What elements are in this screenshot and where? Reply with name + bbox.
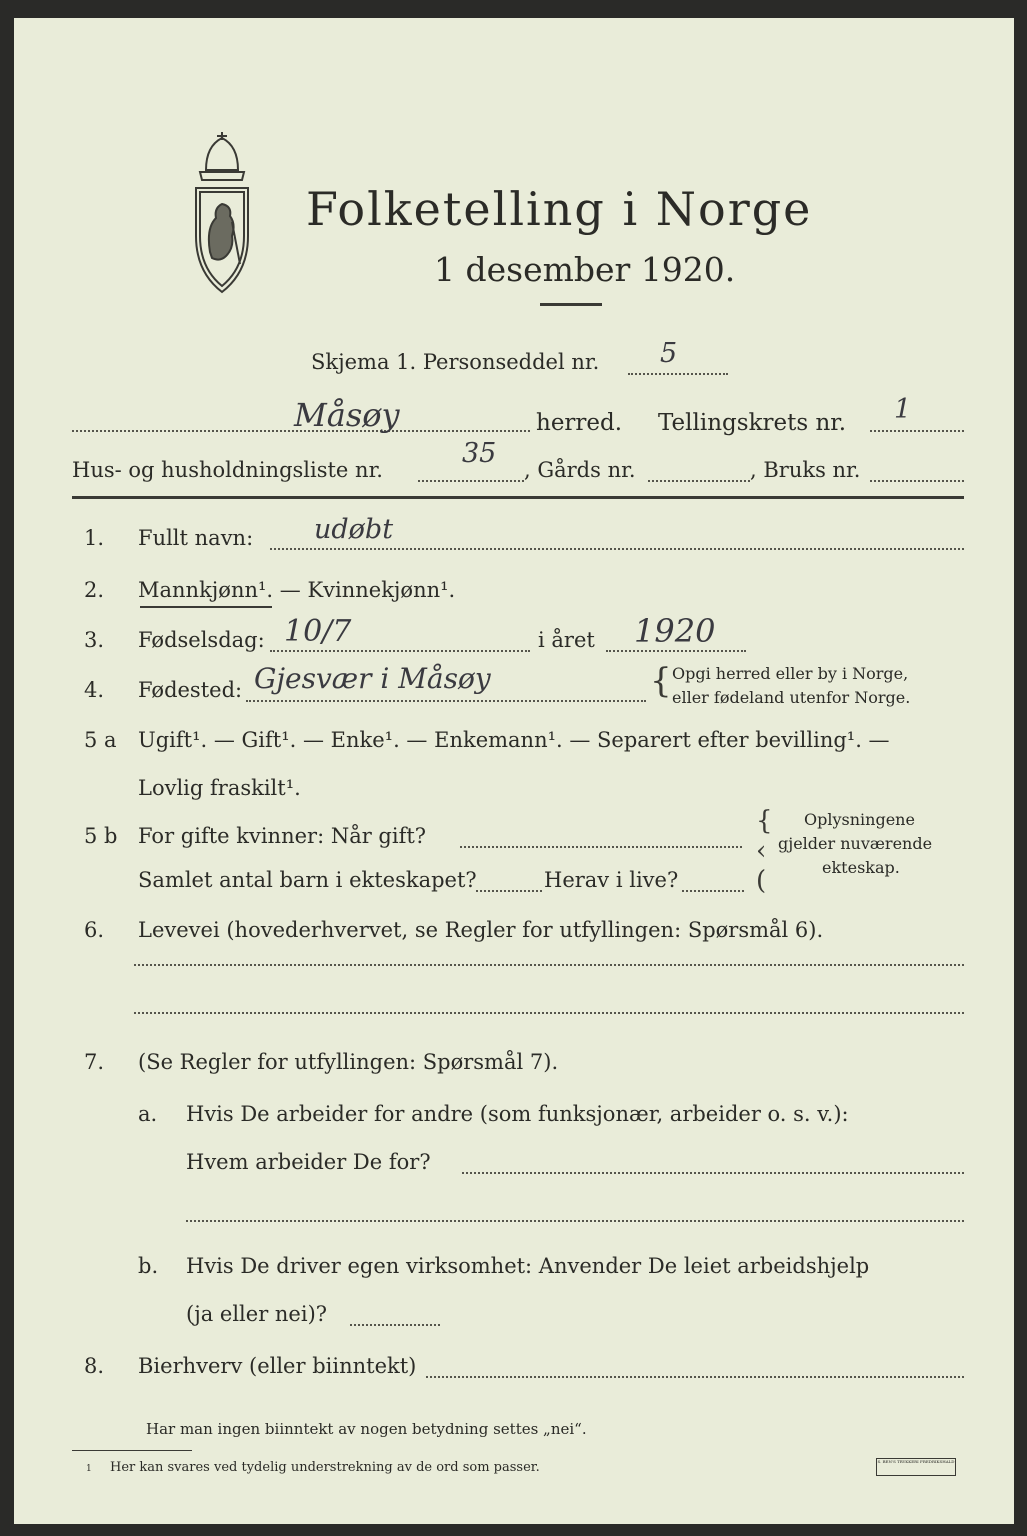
occupation-label: Levevei (hovederhvervet, se Regler for utfyllingen: Spørsmål 6). [138,918,824,942]
tellingskrets-number[interactable]: 1 [894,394,912,425]
birthplace-note-line1: Opgi herred eller by i Norge, [672,664,909,683]
husholdningsliste-field-line [418,480,524,482]
employer-field-line-1 [462,1172,964,1174]
birthplace-note-line2: eller fødeland utenfor Norge. [672,688,911,707]
coat-of-arms-icon [186,132,258,298]
marriage-note-brace: { ‹ ( [756,806,773,896]
tellingskrets-field-line [870,430,964,432]
q7a-question: Hvis De arbeider for andre (som funksjonær, arbeider o. s. v.): [186,1102,849,1126]
marital-status-options: Ugift¹. — Gift¹. — Enke¹. — Enkemann¹. — Separert efter bevilling¹. — [138,728,890,752]
children-count-label: Samlet antal barn i ekteskapet? [138,868,477,892]
marriage-note-line2: gjelder nuværende [778,834,933,853]
side-income-label: Bierhverv (eller biinntekt) [138,1354,417,1378]
gender-underline [140,606,272,608]
marital-status-divorced: Lovlig fraskilt¹. [138,776,301,800]
birthplace-field-line [246,700,646,702]
bruks-label: , Bruks nr. [750,458,861,482]
title-divider [540,303,602,306]
q1-number: 1. [84,526,105,550]
footnote-divider [72,1450,192,1451]
q7-label: (Se Regler for utfyllingen: Spørsmål 7). [138,1050,559,1074]
q2-number: 2. [84,578,105,602]
married-when-field-line [460,846,742,848]
q1-field-line [270,548,964,550]
side-income-field-line [426,1376,964,1378]
q4-number: 4. [84,678,105,702]
personseddel-number[interactable]: 5 [660,338,678,369]
q7b-question: Hvis De driver egen virksomhet: Anvender De leiet arbeidshjelp [186,1254,870,1278]
header-divider [72,496,964,499]
schema-label: Skjema 1. Personseddel nr. [311,350,600,374]
printer-stamp: S. BEN'S TRYKKERI FREDRIKSHALD [876,1458,956,1476]
marriage-note-line1: Oplysningene [804,810,915,829]
husholdningsliste-number[interactable]: 35 [462,438,497,469]
q5b-number: 5 b [84,824,118,848]
q7-number: 7. [84,1050,105,1074]
husholdningsliste-label: Hus- og husholdningsliste nr. [72,458,383,482]
q4-label: Fødested: [138,678,243,702]
year-label: i året [538,628,595,652]
herred-label: herred. [536,410,623,436]
q3-number: 3. [84,628,105,652]
side-income-note: Har man ingen biinntekt av nogen betydning settes „nei“. [146,1420,587,1438]
occupation-field-line-2 [134,1012,964,1014]
children-count-field-line [476,890,542,892]
q3-label: Fødselsdag: [138,628,265,652]
schema-field-line [628,373,728,375]
occupation-field-line-1 [134,964,964,966]
q8-number: 8. [84,1354,105,1378]
gards-label: , Gårds nr. [524,458,636,482]
year-field-line [606,650,746,652]
marriage-note-line3: ekteskap. [822,858,900,877]
employer-field-line-2 [186,1220,964,1222]
tellingskrets-label: Tellingskrets nr. [658,410,847,436]
gards-field-line [648,480,750,482]
gender-options: Mannkjønn¹. — Kvinnekjønn¹. [138,578,456,602]
q1-label: Fullt navn: [138,526,254,550]
q7b-letter: b. [138,1254,159,1278]
census-date: 1 desember 1920. [434,250,736,289]
full-name-value[interactable]: udøbt [314,514,394,545]
footnote-mark: 1 [86,1464,92,1474]
form-title: Folketelling i Norge [306,182,813,236]
bruks-field-line [870,480,964,482]
birth-year-value[interactable]: 1920 [634,612,716,650]
children-alive-field-line [682,890,744,892]
herred-value[interactable]: Måsøy [294,396,400,434]
q7a-letter: a. [138,1102,158,1126]
employer-label: Hvem arbeider De for? [186,1150,431,1174]
hired-help-label: (ja eller nei)? [186,1302,328,1326]
footnote-text: Her kan svares ved tydelig understrekning av de ord som passer. [110,1460,540,1475]
q6-number: 6. [84,918,105,942]
birthday-value[interactable]: 10/7 [284,614,352,649]
birthplace-value[interactable]: Gjesvær i Måsøy [254,662,491,695]
q5a-number: 5 a [84,728,117,752]
married-when-label: For gifte kvinner: Når gift? [138,824,427,848]
birthday-field-line [270,650,530,652]
census-form-page [14,18,1014,1524]
children-alive-label: Herav i live? [544,868,679,892]
birthplace-note-brace: { [650,661,672,701]
hired-help-field-line [350,1324,440,1326]
